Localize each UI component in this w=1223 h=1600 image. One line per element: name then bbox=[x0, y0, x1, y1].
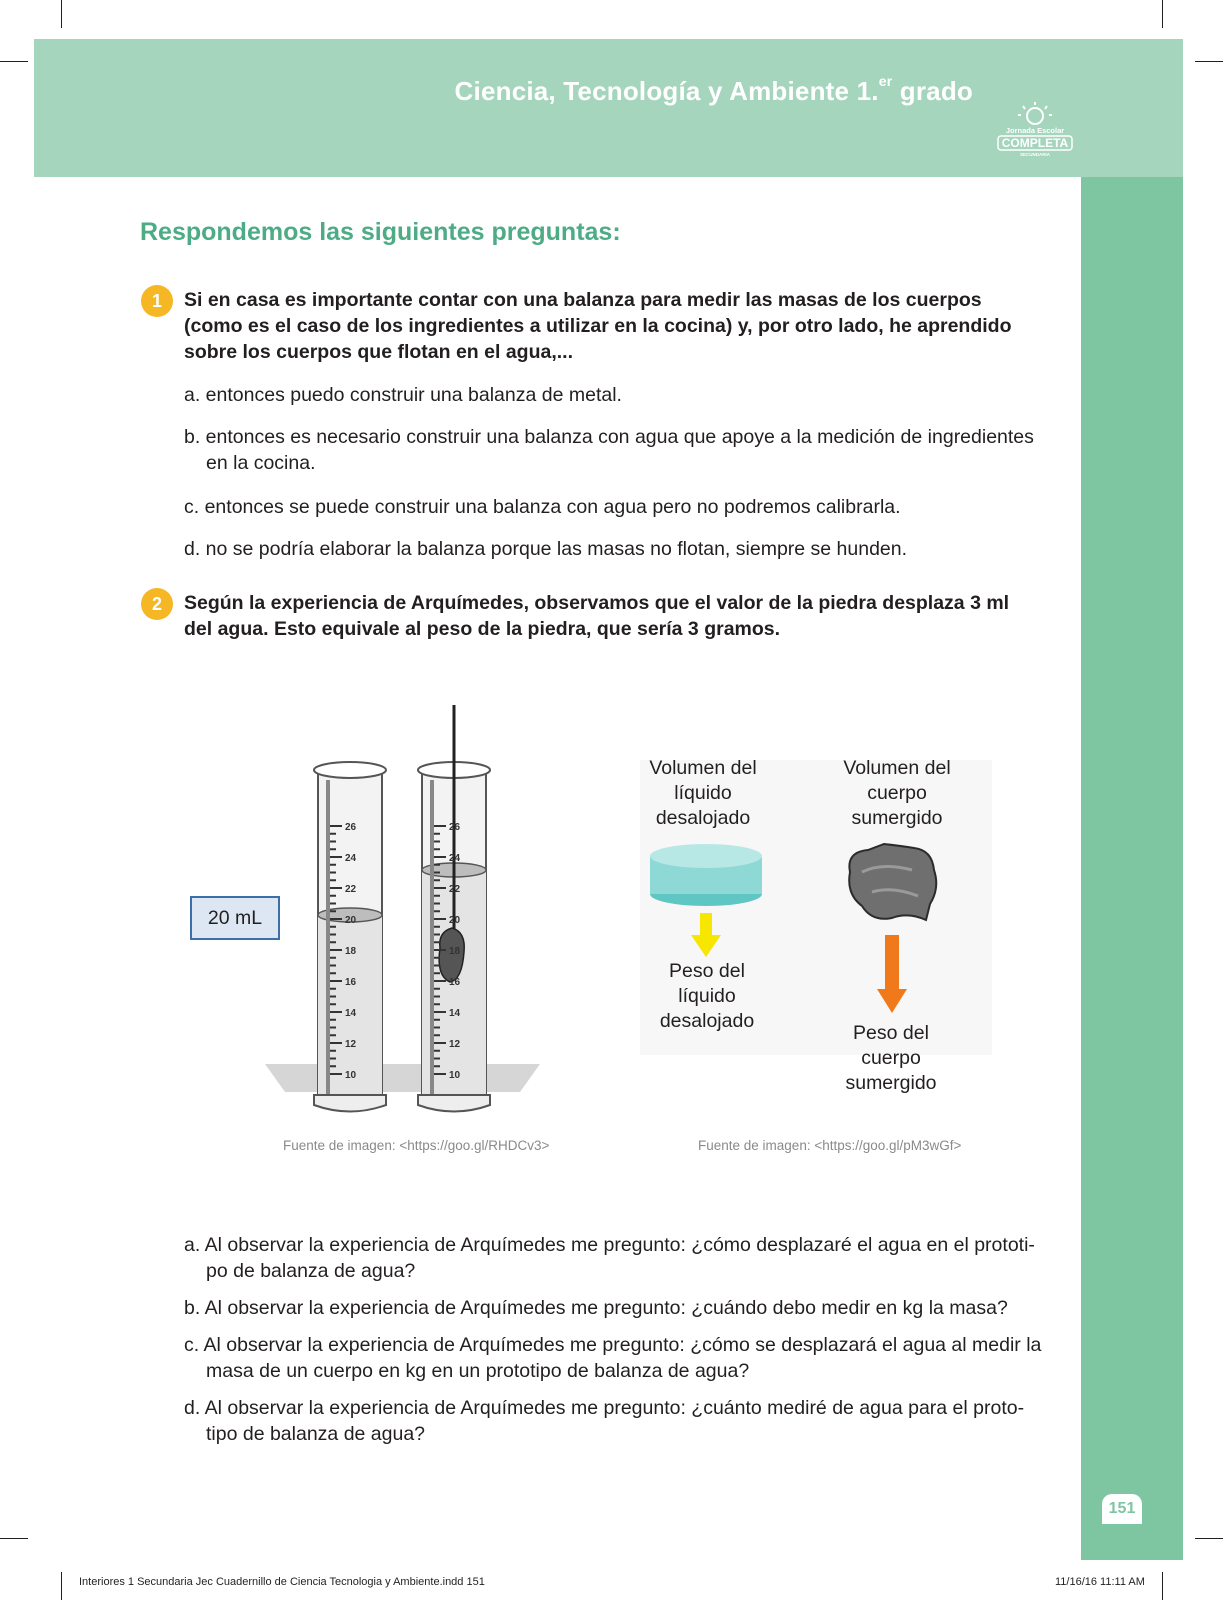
footer-file-info: Interiores 1 Secundaria Jec Cuadernillo de Ciencia Tecnologia y Ambiente.indd 151 bbox=[79, 1576, 485, 1588]
tick-label: 14 bbox=[345, 1008, 357, 1019]
tick-label: 16 bbox=[345, 977, 357, 988]
crop-mark bbox=[0, 1538, 28, 1539]
label-weight-liquid: Peso del líquido desalojado bbox=[659, 960, 755, 1032]
volume-label-box: 20 mL bbox=[190, 896, 280, 940]
tick-label: 18 bbox=[449, 946, 461, 957]
tick-label: 10 bbox=[345, 1070, 357, 1081]
page-header-title bbox=[454, 73, 973, 107]
label-weight-body: Peso del cuerpo sumergido bbox=[845, 1022, 937, 1094]
footer-timestamp: 11/16/16 11:11 AM bbox=[1055, 1576, 1145, 1588]
header-title-main: Ciencia, Tecnología y Ambiente 1. bbox=[454, 76, 879, 106]
tick-label: 24 bbox=[345, 853, 357, 864]
arrow-down-orange-icon bbox=[877, 935, 907, 1013]
graduated-cylinders-illustration bbox=[260, 700, 550, 1120]
page-number: 151 bbox=[1102, 1494, 1142, 1524]
tick-label: 20 bbox=[345, 915, 357, 926]
question-2-option-d: d. Al observar la experiencia de Arquímedes me pregunto: ¿cuánto mediré de agua para el proto-tipo de balanza de agua? bbox=[184, 1397, 1025, 1445]
question-1-option-c: c. entonces se puede construir una balanza con agua pero no podremos calibrarla. bbox=[184, 496, 901, 518]
tick-label: 20 bbox=[449, 915, 461, 926]
question-number-badge: 1 bbox=[141, 285, 173, 317]
crop-mark bbox=[61, 1572, 62, 1600]
crop-mark bbox=[1195, 1538, 1223, 1539]
question-2-option-b: b. Al observar la experiencia de Arquímedes me pregunto: ¿cuándo debo medir en kg la masa? bbox=[184, 1297, 1008, 1319]
crop-mark bbox=[1162, 1572, 1163, 1600]
question-1-option-b: b. entonces es necesario construir una balanza con agua que apoye a la medición de ingredientes en la cocina. bbox=[184, 426, 1034, 474]
question-1-text: Si en casa es importante contar con una balanza para medir las masas de los cuerpos (como es el caso de los ingredientes a utilizar en la cocina) y, por otro lado, he aprendido sobre los cuerpos que flotan en el agua,... bbox=[184, 289, 1012, 363]
header-title-superscript: er bbox=[878, 73, 893, 90]
logo-line2: COMPLETA bbox=[1001, 136, 1069, 150]
tick-label: 18 bbox=[345, 946, 357, 957]
jornada-escolar-logo bbox=[994, 100, 1076, 158]
label-volume-body: Volumen del cuerpo sumergido bbox=[843, 757, 951, 829]
image-source-caption-right: Fuente de imagen: <https://goo.gl/pM3wGf> bbox=[698, 1138, 962, 1153]
logo-line1: Jornada Escolar bbox=[1005, 126, 1065, 135]
crop-mark bbox=[1195, 61, 1223, 62]
crop-mark bbox=[61, 0, 62, 28]
section-title: Respondemos las siguientes preguntas: bbox=[140, 218, 621, 246]
tick-label: 10 bbox=[449, 1070, 461, 1081]
label-volume-liquid: Volumen del líquido desalojado bbox=[649, 757, 757, 829]
question-2-text: Según la experiencia de Arquímedes, observamos que el valor de la piedra desplaza 3 ml del agua. Esto equivale al peso de la piedra, que sería 3 gramos. bbox=[184, 592, 1010, 640]
question-2-option-a: a. Al observar la experiencia de Arquímedes me pregunto: ¿cómo desplazaré el agua en el prototi-po de balanza de agua? bbox=[184, 1234, 1035, 1282]
tick-label: 26 bbox=[449, 822, 461, 833]
question-1-option-d: d. no se podría elaborar la balanza porque las masas no flotan, siempre se hunden. bbox=[184, 538, 908, 560]
question-1-option-a: a. entonces puedo construir una balanza de metal. bbox=[184, 384, 622, 406]
tick-label: 16 bbox=[449, 977, 461, 988]
tick-label: 26 bbox=[345, 822, 357, 833]
question-2-option-c: c. Al observar la experiencia de Arquímedes me pregunto: ¿cómo se desplazará el agua al medir la masa de un cuerpo en kg en un prototipo de balanza de agua? bbox=[184, 1334, 1042, 1382]
header-title-end: grado bbox=[892, 76, 973, 106]
cylinder-right bbox=[418, 705, 490, 1112]
liquid-volume-icon bbox=[648, 842, 764, 912]
side-band bbox=[1081, 177, 1183, 1560]
crop-mark bbox=[0, 61, 28, 62]
arrow-down-yellow-icon bbox=[691, 913, 721, 957]
logo-line3: SECUNDARIA bbox=[1019, 152, 1051, 157]
question-number-badge: 2 bbox=[141, 588, 173, 620]
tick-label: 12 bbox=[449, 1039, 461, 1050]
crop-mark bbox=[1162, 0, 1163, 28]
tick-label: 14 bbox=[449, 1008, 461, 1019]
cylinder-left bbox=[314, 762, 386, 1112]
tick-label: 22 bbox=[345, 884, 357, 895]
stone-icon bbox=[842, 842, 942, 924]
image-source-caption-left: Fuente de imagen: <https://goo.gl/RHDCv3> bbox=[283, 1138, 550, 1153]
tick-label: 24 bbox=[449, 853, 461, 864]
tick-label: 22 bbox=[449, 884, 461, 895]
tick-label: 12 bbox=[345, 1039, 357, 1050]
